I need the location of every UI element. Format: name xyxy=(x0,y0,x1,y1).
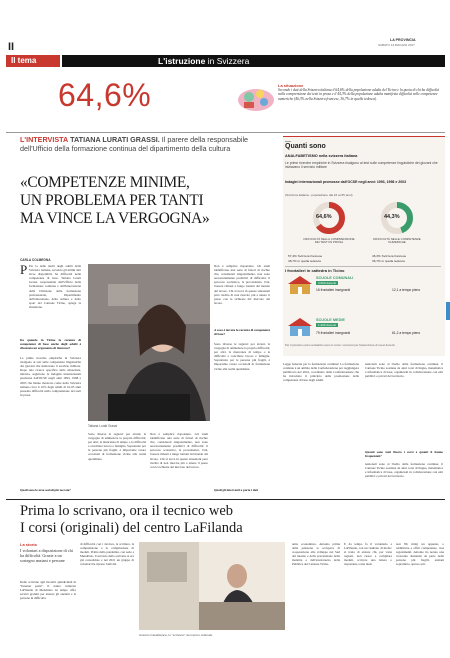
interviewee-name: TATIANA LURATI GRASSI. xyxy=(70,135,160,144)
interview-col3: Sono diverse le ragioni: per alcuni, la vergogna di ammettere la propria difficoltà; per altri, la mancanza di tempo o la difficoltà a conciliare lavoro e famiglia. Soprattutto per le persone più fragili, è importante creare occasioni di formazione vicine alla realtà quotidiana. xyxy=(88,432,146,461)
interview-col1-intro: Per la delle molti degli adulti della Svizzera italiana, secondo gli ultimi dati Ocse disponibili, ha difficoltà nelle competenze di base. Tatiana Lurati Grassi, responsabile dell'Ufficio della formazione continua e dell'innovazione della Divisione della formazione professionale, Dipartimento dell'educazione, della cultura e dello sport del Cantone Ticino, spiega la situazione. xyxy=(29,264,81,309)
section-banner xyxy=(62,55,445,67)
situation-title: La situazione xyxy=(278,83,304,88)
donut-left-label: DIFFICOLTÀ NELLA COMPRENSIONE DEI TESTI IN PROSA xyxy=(303,237,355,245)
story-headline-1: Prima lo scrivano, ora il tecnico web xyxy=(20,503,234,519)
interview-col5: Legge federale per la formazione continua! La formazione continua è un ambito della Confederazione per raggiungere pubblicato nel 2016, coordinato dalla Confederazione che ha introdotto il principio della promozione delle competenze di base degli adulti. xyxy=(283,362,359,383)
divider xyxy=(6,132,445,133)
story-col4: E da tempo fa il volontario a LaFilanda, con un risultato di molto: si tratta di aiutare chi, per varie ragioni, non riesce a compilare moduli, scrivere una lettera o rispondere a una mail. xyxy=(344,542,392,567)
frontalieri-rule xyxy=(285,266,441,267)
banner-title xyxy=(158,56,249,66)
infographic-footnote: Per il prossimo anno scolastico sono in corso i concorsi per l'assunzione di nuovi docenti xyxy=(285,343,395,347)
school2-stat1: 79 frontalieri insegnanti xyxy=(316,331,351,335)
school2-count: 1.200 docenti xyxy=(318,323,337,327)
school-icon-2 xyxy=(288,318,312,336)
interview-headline xyxy=(20,174,270,228)
kicker-description: Il parere della responsabile dell'Ufficio della formazione continua del dipartimento della cultura xyxy=(20,135,249,153)
infographic-subtitle: ANALFABETISMO nella svizzera italiana xyxy=(285,154,358,158)
interview-col2-question: A cosa è dovuta la carenza di competenze di base? xyxy=(214,328,270,337)
school1-stat2: 12,1 a tempo pieno xyxy=(392,288,421,292)
left-compare-1: 57,4% Svizzera francese xyxy=(288,254,323,258)
issue-date: SABATO 13 MAGGIO 2017 xyxy=(378,43,415,47)
infographic-top-rule xyxy=(283,136,445,137)
big-statistic: 64,6% xyxy=(58,77,152,113)
right-compare-2: 36,7% in quella tedesca xyxy=(372,259,405,263)
right-compare-1: 46,3% Svizzera francese xyxy=(372,254,407,258)
story-col2: di difficoltà con i devices, la scrittura, la comprensione e la compilazione di moduli. Prima della pandemia, con sede a Mendrisio, il servizio dello scrivano si era già consolidato e nel 2021 un gruppo di volontari ha ripreso l'attività. xyxy=(80,542,134,567)
headline-line-2: UN PROBLEMA PER TANTI xyxy=(20,192,204,209)
interview-col2: Non è semplice rispondere. Gli studi identificano una serie di fattori di rischio che, considerati singolarmente, non sono necessariamente predittivi di difficoltà: il percorso scolastico, la provenienza, l'età, l'essere rimasti a lungo lontani dal mondo del lavoro. Chi si trova in queste situazioni però rischia di non riuscire più a tenere il passo con le richieste del mercato del lavoro. xyxy=(214,264,270,305)
drop-cap: P xyxy=(20,262,28,277)
newspaper-name: LA PROVINCIA xyxy=(390,38,416,42)
infographic-description: Le prime ricerche empiriche in Svizzera risalgono ai test sulle competenze linguistiche dei giovani che iniziavano il servizio militare xyxy=(285,161,438,170)
interview-col2-closing-question: Quali gli interventi a parte i dati xyxy=(214,488,259,492)
situation-text: Secondo i dati della Svizzera italiana il 64,6% della popolazione adulta del Ticino e la quota di chi ha difficoltà nella comprensione dei testi in prosa e il 44,3% della popolazione adulta manifesta difficoltà nelle competenze numeriche (46,3% nella Svizzera francese, 36,7% in quella tedesca). xyxy=(278,88,440,101)
interviewee-photo xyxy=(88,264,210,421)
illustration-icon xyxy=(236,84,276,112)
infographic-icon: ▬▬ xyxy=(285,139,291,143)
byline: CARLA COLMEGNA xyxy=(20,258,51,262)
photo-caption: Tatiana Lurati Grassi xyxy=(88,424,118,428)
interview-col2-body: Sono diverse le ragioni: per alcuni, la vergogna di ammettere la propria difficoltà; per altri, la mancanza di tempo o la difficoltà a conciliare lavoro e famiglia. Soprattutto per le persone più fragili, è importante creare occasioni di formazione vicine alla realtà quotidiana. xyxy=(214,342,270,371)
survey-title: Indagini internazionali promosse dall'OCSE negli anni: 1993, 1998 e 2003 xyxy=(285,180,407,184)
infographic-title: Quanti sono xyxy=(285,143,326,150)
interview-col6: nazionali sono al livello della formazione continua, il Cantone Ticino sostiene da anni corsi di lingua, matematica e informatica di base, organizzati in collaborazione con enti pubblici e privati del territorio. xyxy=(365,362,443,379)
story-col3: anni, economista. Antonio prima della pensione si occupava di cooperazione allo sviluppo nel Sud del mondo e della prevenzione della malattia e dell'arretratezza della Pubblica del Cantone Ticino. xyxy=(292,542,340,567)
section-label: Il tema xyxy=(11,56,37,65)
section-tag xyxy=(6,55,60,67)
interview-lead-question: Da quando in Ticino la carenza di competenze di base anche degli adulti è diventata un argomento di interesse? xyxy=(20,338,81,351)
donut-right-label: DIFFICOLTÀ NELLE COMPETENZE NUMERICHE xyxy=(373,237,421,245)
story-divider xyxy=(6,499,445,500)
school2-title: SCUOLE MEDIE xyxy=(316,318,345,322)
interview-col6-tail: nazionali sono al livello della formazione continua, il Cantone Ticino sostiene da anni corsi di lingua, matematica e informatica di base, organizzati in collaborazione con enti pubblici e privati del territorio. xyxy=(365,462,443,479)
story-photo-caption: Antonio Casabianca, lo "scrivano" del centro culturale xyxy=(139,633,213,637)
page-number: II xyxy=(8,41,15,53)
school2-stat2: 61,2 a tempo pieno xyxy=(392,331,421,335)
school1-count: 3.600 docenti xyxy=(318,281,337,285)
interview-col4: Non è semplice rispondere. Gli studi identificano una serie di fattori di rischio che, considerati singolarmente, non sono necessariamente predittivi di difficoltà: il percorso scolastico, la provenienza, l'età, l'essere rimasti a lungo lontani dal mondo del lavoro. Chi si trova in queste situazioni però rischia di non riuscire più a tenere il passo con le richieste del mercato del lavoro. xyxy=(150,432,208,469)
banner-light: in Svizzera xyxy=(205,56,250,66)
interview-kicker xyxy=(20,136,265,153)
school1-title: SCUOLE COMUNALI xyxy=(316,276,354,280)
frontalieri-title: I frontalieri in cattedra in Ticino xyxy=(285,268,345,273)
school1-stat1: 16 frontalieri insegnanti xyxy=(316,288,351,292)
kicker-label: L'INTERVISTA xyxy=(20,135,69,144)
left-compare-2: 48,7% in quella tedesca xyxy=(288,259,321,263)
story-headline xyxy=(20,503,450,537)
banner-bold: L'istruzione xyxy=(158,56,206,66)
story-col5: non 80, mila) un appunto, o addirittura a offrir competenze, cioè regolamenti. Antonio ha notato una crescente domanda da parte delle persone più fragili, anziani soprattutto, spesso soli. xyxy=(396,542,444,567)
story-col1: Dallo scrivano agli incontri quindicinali di "Internet point". Il centro culturale LaFilanda di Mendrisio da tempo offre servizi gratuiti per aiutare gli anziani e le persone in difficoltà. xyxy=(20,580,76,601)
story-photo xyxy=(139,542,285,630)
donut-left-value: 64,6% xyxy=(316,214,332,220)
interview-col1-body: Le prime ricerche empiriche in Svizzera risalgono ai test sulle competenze linguistiche dei giovani che iniziavano il servizio militare. Dopo una ricerca specifica sulla situazione, tuttavia, seguirono le indagini internazionali promosse dall'OCSE negli anni 1993, 1998 e 2003 che hanno mostrato come nella Svizzera italiana circa il 16% degli adulti di 16-65 anni presenta difficoltà nella comprensione dei testi in prosa. xyxy=(20,356,81,397)
survey-subtitle: (Svizzera italiana - popolazione dai 16 ai 65 anni) xyxy=(285,193,353,197)
headline-line-1: «COMPETENZE MINIME, xyxy=(20,174,190,191)
interview-sub-question: Quali sono le aree sociali più toccate? xyxy=(20,488,71,492)
story-summary: I volontari a disposizione di chi ha difficoltà. Grazie a un sostegno anziani e persone xyxy=(20,548,73,563)
page-edge-tab xyxy=(446,302,450,320)
school-icon-1 xyxy=(288,276,312,294)
interview-col6-question: Quanti sono stati finora i corsi e quanti li hanno frequentati? xyxy=(365,450,443,459)
headline-line-3: MA VINCE LA VERGOGNA» xyxy=(20,210,210,227)
story-headline-2: I corsi (originali) del centro LaFilanda xyxy=(20,520,243,536)
story-kicker: La storia xyxy=(20,542,37,547)
donut-right-value: 44,3% xyxy=(384,214,400,220)
